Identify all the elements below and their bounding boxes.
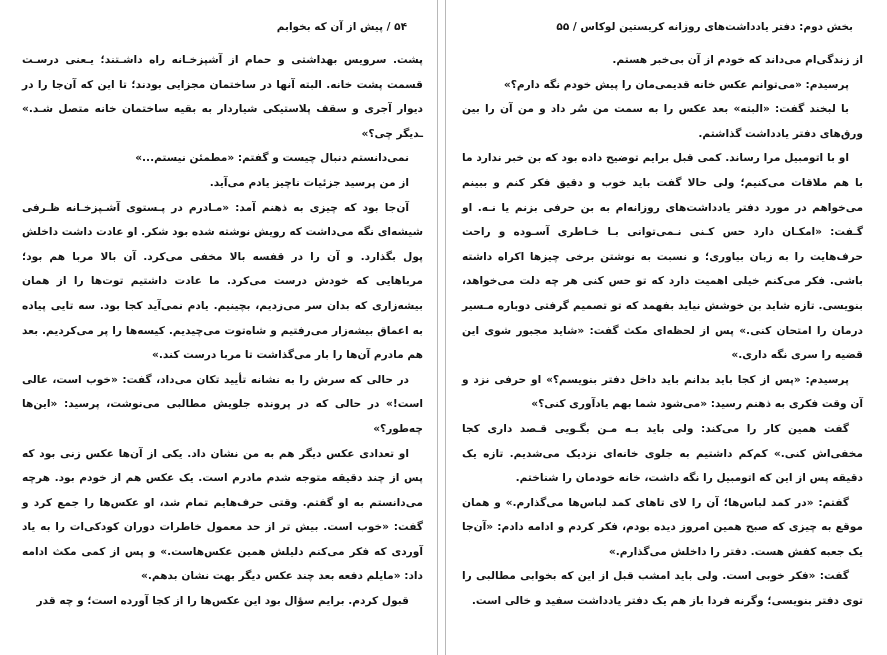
left-paragraph-1: پشت. سرویس بهداشتی و حمام از آشپزخـانه راه داشـتند؛ یـعنی درسـت قسمت پشت خانه. البته آنها در ساختمان مجزایی بودند؛ تا این که آن‌جا را در دیوار آجری و سقف پلاستیکی شیاردار به بقیه‌ ساختمان خانه متصل شـد.» ـدیگر چی؟» [22, 54, 423, 140]
left-paragraph-6: او تعدادی عکس دیگر هم به من نشان داد. یکی از آن‌ها عکس زنی بود که پس از چند دقیقه متوجه شدم مادرم است. یک عکس هم از خودم بود. هرچه می‌دانستم به او گفتم. وقتی حرف‌هایم تمام شد، او عکس‌ها را جمع کرد و گفت: «خوب است. بیش تر از حد معمول خاطرات دوران کودکی‌ات را به یاد آوردی که فکر می‌کنم دلیلش همین عکس‌هاست.» و پس از کمی مکث ادامه داد: «مایلم دفعه بعد چند عکس دیگر بهت نشان بدهم.» [22, 447, 423, 583]
left-paragraph-4: آن‌جا بود که چیزی به ذهنم آمد: «مـادرم در پـستوی آشـپزخـانه ظـرفی شیشه‌ای نگه می‌داشت که رویش نوشته شده بود شکر. او عادت داشت داخلش پول بگذارد. و آن را در قفسه بالا مخفی می‌کرد. آن بالا مربا هم بود؛ مرباهایی که خودش درست می‌کرد. ما عادت داشتیم توت‌ها را از همان بیشه‌زاری که بدان سر می‌زدیم، بچینیم. یادم نمی‌آید کجا بود. سه تایی پیاده به اعماق بیشه‌زار می‌رفتیم و شاه‌توت می‌چیدیم. کیسه‌ها را پر می‌کردیم. بعد هم مادرم آن‌ها را بار می‌گذاشت تا مربا درست کند.» [22, 201, 423, 362]
right-paragraph-5: پرسیدم: «پس از کجا باید بدانم باید داخل دفتر بنویسم؟» او حرفی نزد و آن وقت فکری به ذهنم رسید: «می‌شود شما بهم یادآوری کنی؟» [462, 373, 863, 411]
left-page [0, 0, 437, 655]
right-paragraph-2: پرسیدم: «می‌توانم عکس خانه قدیمی‌مان را پیش خودم نگه دارم؟» [503, 78, 849, 91]
right-paragraph-1: از زندگی‌ام می‌داند که خودم از آن بی‌خبر هستم. [612, 54, 863, 66]
right-paragraph-8: گفت: «فکر خوبی است. ولی باید امشب قبل از این که بخوابی مطالبی را توی دفتر بنویسی؛ وگرنه فردا باز هم یک دفتر یادداشت سفید و خالی است. [462, 570, 863, 608]
gutter-divider-left [437, 0, 438, 655]
right-paragraph-6: گفت همین کار را می‌کند: ولی باید بـه مـن بگـویی قـصد داری کجا مخفی‌اش کنی.» کم‌کم داشتیم به جلوی خانه‌ای نزدیک می‌شدیم. تازه یک دقیقه پس از این که اتومبیل را نگه داشت، خانه خودمان را شناختم. [462, 422, 863, 485]
right-paragraph-4: او با اتومبیل مرا رساند. کمی قبل برایم توضیح داده بود که بن خبر ندارد ما با هم ملاقات می‌کنیم؛ ولی حالا گفت باید خوب و دقیق فکر کنم و ببینم می‌خواهم در مورد دفتر یادداشت‌های روزانه‌ام به بن حرفی بزنم یا نـه. او گـفت: «امکـان دارد حس کـنی نـمی‌توانی بـا خـاطری آسـوده و راحت حرف‌هایت را به زبان بیاوری؛ و نسبت به نوشتن برخی چیزها اکراه داشته باشی. فکر می‌کنم خیلی اهمیت دارد که تو حس کنی هر چه دلت می‌خواهد، بنویسی. تازه شاید بن خوشش نیاید بفهمد که تو تصمیم گرفتی دوباره مـسیر درمان را امتحان کنی.» پس از لحظه‌ای مکث گفت: «شاید مجبور شوی این قضیه را سری نگه داری.» [462, 152, 863, 362]
right-running-head: بخش دوم: دفتر یادداشت‌های روزانه کریستین لوکاس / ۵۵ [556, 21, 853, 33]
left-paragraph-2: نمی‌دانستم دنبال چیست و گفتم: «مطمئن نیستم...» [135, 152, 409, 165]
left-running-head: ۵۴ / پیش از آن که بخوابم [276, 21, 407, 33]
right-paragraph-7: گفتم: «در کمد لباس‌ها؛ آن را لای تاهای کمد لباس‌ها می‌گذارم.» و همان موقع به چیزی که صبح همین امروز دیده بودم، فکر کردم و ادامه دادم: «آن‌جا یک جعبه کفش هست. دفتر را داخلش می‌گذارم.» [462, 496, 863, 558]
right-paragraph-3: با لبخند گفت: «البته» بعد عکس را به سمت من سُر داد و من آن را بین ورق‌های دفتر یادداشت گذاشتم. [462, 103, 863, 140]
left-paragraph-5: در حالی که سرش را به نشانه تأیید تکان می‌داد، گفت: «خوب است، عالی است!» در حالی که در پرونده جلویش مطالبی می‌نوشت، پرسید: «این‌ها چه‌طور؟» [22, 373, 423, 435]
left-paragraph-7: قبول کردم. برایم سؤال بود این عکس‌ها را از کجا آورده است؛ و چه قدر [36, 595, 409, 608]
right-page [446, 0, 887, 655]
left-paragraph-3: از من پرسید جزئیات ناچیز یادم می‌آید. [209, 176, 409, 189]
